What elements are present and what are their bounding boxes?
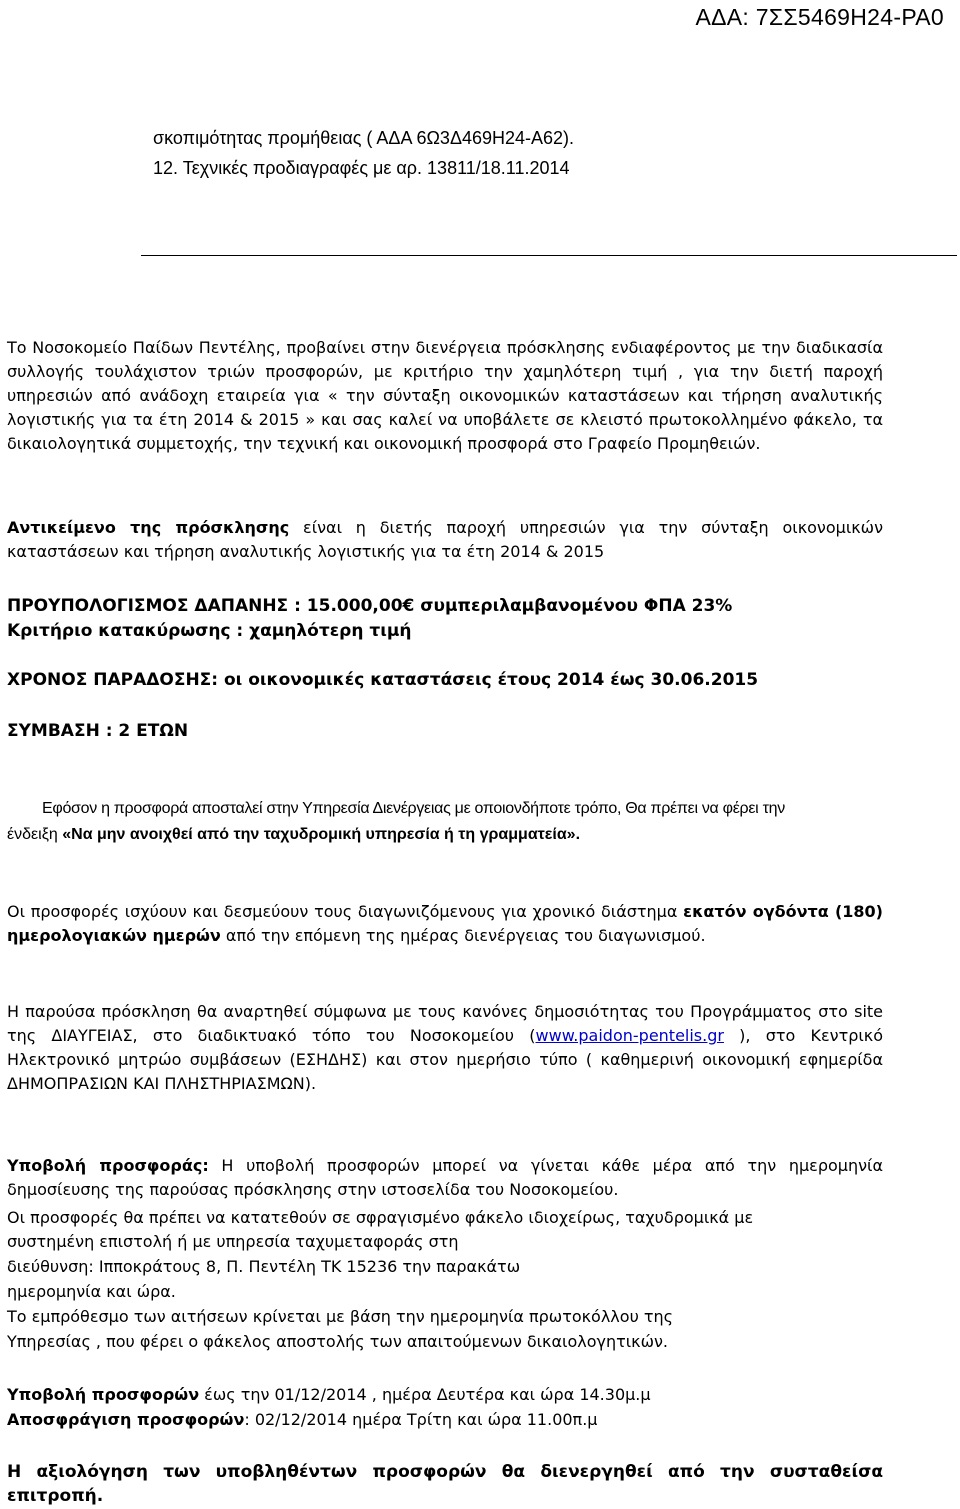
budget-line: ΠΡΟΥΠΟΛΟΓΙΣΜΟΣ ΔΑΠΑΝΗΣ : 15.000,00€ συμπεριλαμβανομένου ΦΠΑ 23% [7,596,733,616]
hospital-website-link[interactable]: www.paidon-pentelis.gr [535,1026,724,1045]
submission-line: διεύθυνση: Ιπποκράτους 8, Π. Πεντέλη ΤΚ 15236 την παρακάτω [7,1257,521,1276]
delivery-line: ΧΡΟΝΟΣ ΠΑΡΑΔΟΣΗΣ: οι οικονομικές καταστάσεις έτους 2014 έως 30.06.2015 [7,670,759,690]
submission-line: Οι προσφορές θα πρέπει να κατατεθούν σε σφραγισμένο φάκελο ιδιοχείρως, ταχυδρομικά με [7,1208,754,1227]
subject-text: είναι η διετής παροχή υπηρεσιών για την σύνταξη οικονομικών καταστάσεων και τήρηση αναλυτικής λογιστικής για τα έτη 2014 & 2015 [7,518,884,561]
opening-deadline-label: Αποσφράγιση προσφορών [7,1410,245,1429]
validity-paragraph [7,900,883,948]
intro-paragraph: Το Νοσοκομείο Παίδων Πεντέλης, προβαίνει στην διενέργεια πρόσκλησης ενδιαφέροντος με την διαδικασία συλλογής τουλάχιστον τριών προσφορών, με κριτήριο την χαμηλότερη τιμή , για την διετή παροχή υπηρεσιών από ανάδοχη εταιρεία για « την σύνταξη οικονομικών καταστάσεων και τήρηση αναλυτικής λογιστικής για τα έτη 2014 & 2015 » και σας καλεί να υποβάλετε σε κλειστό πρωτοκολλημένο φάκελο, τα δικαιολογητικά συμμετοχής, την τεχνική και οικονομική προσφορά στο Γραφείο Προμηθειών. [7,338,883,453]
opening-deadline-text: : 02/12/2014 ημέρα Τρίτη και ώρα 11.00π.μ [244,1410,598,1429]
submission-text: Η υποβολή προσφορών μπορεί να γίνεται κάθε μέρα από την ημερομηνία δημοσίευσης της παρούσας πρόσκλησης στην ιστοσελίδα του Νοσοκομείου. [7,1156,883,1199]
notice-prefix: ένδειξη [7,826,63,843]
submission-deadline-text: έως την 01/12/2014 , ημέρα Δευτέρα και ώρα 14.30μ.μ [199,1385,651,1404]
submission-paragraph [7,1154,883,1202]
submission-line: συστημένη επιστολή ή με υπηρεσία ταχυμεταφοράς στη [7,1232,459,1251]
submission-line: Υπηρεσίας , που φέρει ο φάκελος αποστολής των απαιτούμενων δικαιολογητικών. [7,1332,668,1351]
validity-text-1: Οι προσφορές ισχύουν και δεσμεύουν τους διαγωνιζόμενους για χρονικό διάστημα [7,902,684,921]
notice-line-1: Εφόσον η προσφορά αποσταλεί στην Υπηρεσία Διενέργειας με οποιονδήποτε τρόπο, Θα πρέπει να φέρει την [42,800,785,817]
notice-emphasis: «Να μην ανοιχθεί από την ταχυδρομική υπηρεσία ή τη γραμματεία». [62,826,581,843]
publication-text-2: ), στο Κεντρικό Ηλεκτρονικό μητρώο συμβάσεων (ΕΣΗΔΗΣ) και στον ημερήσιο τύπο ( καθημερινή οικονομική εφημερίδα ΔΗΜΟΠΡΑΣΙΩΝ ΚΑΙ ΠΛΗΣΤΗΡΙΑΣΜΩΝ). [7,1026,884,1093]
reference-line-1: σκοπιμότητας προμήθειας ( ΑΔΑ 6Ω3Δ469Η24-Α62). [153,128,575,148]
submission-deadline [7,1383,651,1407]
ada-code: ΑΔΑ: 7ΣΣ5469Η24-ΡΑ0 [695,4,944,30]
validity-text-2: από την επόμενη της ημέρας διενέργειας του διαγωνισμού. [220,926,706,945]
subject-paragraph [7,516,883,564]
notice-line-2 [7,822,887,848]
delivery-notice [7,796,887,848]
publication-text-1: Η παρούσα πρόσκληση θα αναρτηθεί σύμφωνα με τους κανόνες δημοσιότητας του Προγράμματος στο site της ΔΙΑΥΓΕΙΑΣ, στο διαδικτυακό τόπο του Νοσοκομείου ( [7,1002,883,1045]
award-criterion-line: Κριτήριο κατακύρωσης : χαμηλότερη τιμή [7,621,412,641]
subject-label: Αντικείμενο της πρόσκλησης [7,518,290,537]
divider [141,255,957,256]
submission-label: Υποβολή προσφοράς: [7,1156,209,1175]
evaluation-paragraph: Η αξιολόγηση των υποβληθέντων προσφορών θα διενεργηθεί από την συσταθείσα επιτροπή. [7,1462,883,1506]
publication-paragraph [7,1000,883,1096]
submission-line: Το εμπρόθεσμο των αιτήσεων κρίνεται με βάση την ημερομηνία πρωτοκόλλου της [7,1307,674,1326]
reference-line-2: 12. Τεχνικές προδιαγραφές με αρ. 13811/18.11.2014 [153,158,570,178]
validity-period: εκατόν ογδόντα (180) ημερολογιακών ημερών [7,902,883,945]
submission-deadline-label: Υποβολή προσφορών [7,1385,200,1404]
submission-line: ημερομηνία και ώρα. [7,1282,176,1301]
contract-line: ΣΥΜΒΑΣΗ : 2 ΕΤΩΝ [7,721,189,741]
opening-deadline [7,1408,597,1432]
